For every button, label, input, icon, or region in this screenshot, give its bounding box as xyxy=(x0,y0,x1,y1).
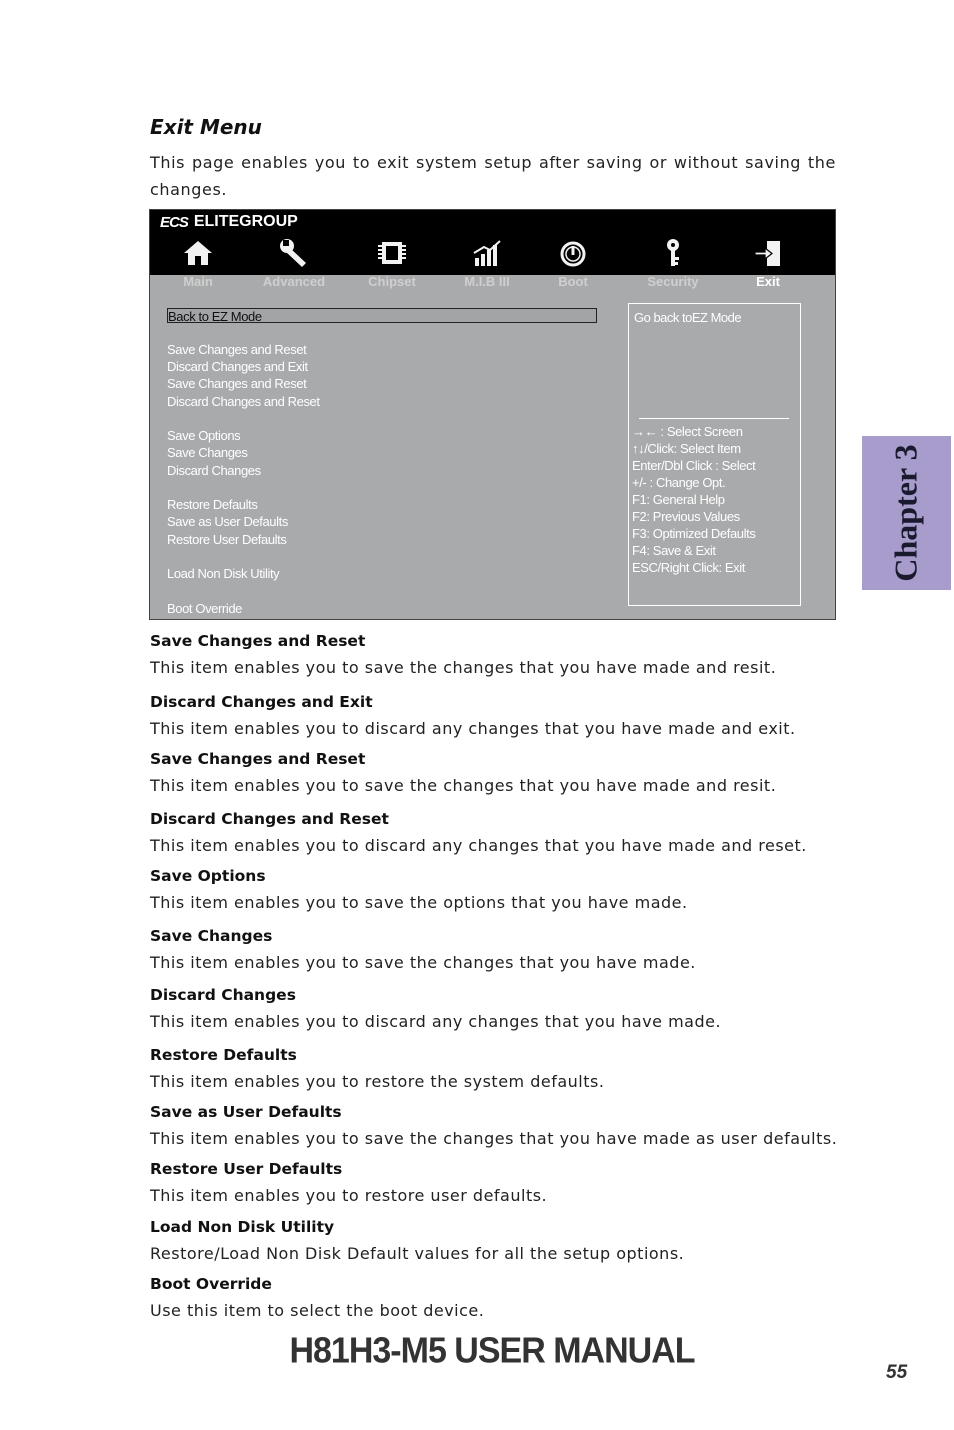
tab-label: Security xyxy=(647,274,699,289)
brand-name: ELITEGROUP xyxy=(193,213,298,230)
item-description: This item enables you to save the changes that you have made. xyxy=(150,953,696,972)
key-icon xyxy=(656,238,690,268)
item-description: This item enables you to discard any changes that you have made and exit. xyxy=(150,719,796,738)
menu-item-back-to-ez-mode[interactable]: Back to EZ Mode xyxy=(167,308,597,323)
menu-item-save-options[interactable]: Save Options xyxy=(167,428,241,443)
item-description: This item enables you to save the changes that you have made as user defaults. xyxy=(150,1129,838,1148)
item-description: This item enables you to save the options that you have made. xyxy=(150,893,688,912)
section-title: Exit Menu xyxy=(150,115,262,139)
item-entry xyxy=(150,691,796,740)
item-entry xyxy=(150,1044,604,1093)
tab-main[interactable] xyxy=(153,238,243,289)
item-description: This item enables you to discard any changes that you have made. xyxy=(150,1012,722,1031)
item-title: Save Changes xyxy=(150,927,273,945)
tab-mib[interactable] xyxy=(442,238,532,289)
key-hint: F4: Save & Exit xyxy=(632,543,716,558)
key-hint: +/- : Change Opt. xyxy=(632,475,726,490)
item-title: Restore User Defaults xyxy=(150,1160,343,1178)
page-number: 55 xyxy=(886,1362,908,1383)
tab-exit[interactable] xyxy=(723,238,813,289)
key-hint: F1: General Help xyxy=(632,492,725,507)
item-title: Restore Defaults xyxy=(150,1046,297,1064)
item-entry xyxy=(150,1216,684,1265)
tab-label: Boot xyxy=(558,274,588,289)
item-description: This item enables you to save the changes that you have made and resit. xyxy=(150,776,777,795)
manual-title: H81H3-M5 USER MANUAL xyxy=(289,1331,695,1371)
performance-graph-icon xyxy=(470,238,504,268)
tab-advanced[interactable] xyxy=(249,238,339,289)
item-description: This item enables you to restore user defaults. xyxy=(150,1186,548,1205)
key-legend xyxy=(632,423,755,576)
ecs-logo: ECS xyxy=(160,213,188,231)
item-entry xyxy=(150,1101,837,1150)
item-entry xyxy=(150,925,696,974)
tab-label: Main xyxy=(183,274,213,289)
tab-security[interactable] xyxy=(628,238,718,289)
key-hint: →← : Select Screen xyxy=(632,424,743,439)
key-hint: ESC/Right Click: Exit xyxy=(632,560,745,575)
key-hint: F2: Previous Values xyxy=(632,509,740,524)
tab-label: M.I.B III xyxy=(464,274,510,289)
help-panel xyxy=(628,303,801,606)
menu-item-discard-changes[interactable]: Discard Changes xyxy=(167,463,261,478)
menu-item-discard-changes-reset[interactable]: Discard Changes and Reset xyxy=(167,394,320,409)
tab-label: Advanced xyxy=(262,274,326,289)
menu-item-restore-defaults[interactable]: Restore Defaults xyxy=(167,497,258,512)
power-icon xyxy=(556,238,590,268)
item-title: Save Options xyxy=(150,867,266,885)
chapter-label: Chapter 3 xyxy=(887,444,924,582)
tab-label: Chipset xyxy=(368,274,416,289)
bios-screenshot xyxy=(149,209,836,620)
exit-door-icon xyxy=(751,238,785,268)
item-title: Discard Changes xyxy=(150,986,296,1004)
item-entry xyxy=(150,865,688,914)
menu-item-discard-changes-exit[interactable]: Discard Changes and Exit xyxy=(167,359,308,374)
item-entry xyxy=(150,808,807,857)
item-title: Discard Changes and Reset xyxy=(150,810,389,828)
item-title: Boot Override xyxy=(150,1275,272,1293)
wrench-icon xyxy=(277,238,311,268)
item-description: This item enables you to discard any changes that you have made and reset. xyxy=(150,836,807,855)
item-entry xyxy=(150,984,721,1033)
menu-item-boot-override[interactable]: Boot Override xyxy=(167,601,243,616)
help-divider xyxy=(639,418,789,419)
key-hint: Enter/Dbl Click : Select xyxy=(632,458,756,473)
item-description: Use this item to select the boot device. xyxy=(150,1301,485,1320)
menu-item-save-user-defaults[interactable]: Save as User Defaults xyxy=(167,514,288,529)
menu-item-save-changes[interactable]: Save Changes xyxy=(167,445,248,460)
tab-boot[interactable] xyxy=(528,238,618,289)
key-hint: F3: Optimized Defaults xyxy=(632,526,756,541)
menu-item-restore-user-defaults[interactable]: Restore User Defaults xyxy=(167,532,287,547)
item-entry xyxy=(150,1158,547,1207)
item-entry xyxy=(150,1273,484,1322)
item-description: Restore/Load Non Disk Default values for all the setup options. xyxy=(150,1244,685,1263)
key-hint: ↑↓/Click: Select Item xyxy=(632,441,741,456)
item-entry xyxy=(150,748,776,797)
tab-label: Exit xyxy=(756,274,780,289)
item-title: Discard Changes and Exit xyxy=(150,693,373,711)
item-title: Save as User Defaults xyxy=(150,1103,342,1121)
home-icon xyxy=(181,238,215,268)
tab-chipset[interactable] xyxy=(347,238,437,289)
section-intro: This page enables you to exit system setup after saving or without saving the changes. xyxy=(150,153,836,199)
item-title: Save Changes and Reset xyxy=(150,632,366,650)
menu-item-load-non-disk-utility[interactable]: Load Non Disk Utility xyxy=(167,566,280,581)
item-entry xyxy=(150,630,776,679)
chip-icon xyxy=(375,238,409,268)
menu-item-save-changes-reset[interactable]: Save Changes and Reset xyxy=(167,342,307,357)
help-description: Go back toEZ Mode xyxy=(634,310,742,325)
item-title: Save Changes and Reset xyxy=(150,750,366,768)
chapter-tab xyxy=(862,436,951,590)
bios-tab-bar xyxy=(150,210,835,292)
item-description: This item enables you to restore the system defaults. xyxy=(150,1072,605,1091)
item-description: This item enables you to save the changes that you have made and resit. xyxy=(150,658,777,677)
menu-item-save-changes-reset-2[interactable]: Save Changes and Reset xyxy=(167,376,307,391)
item-title: Load Non Disk Utility xyxy=(150,1218,335,1236)
